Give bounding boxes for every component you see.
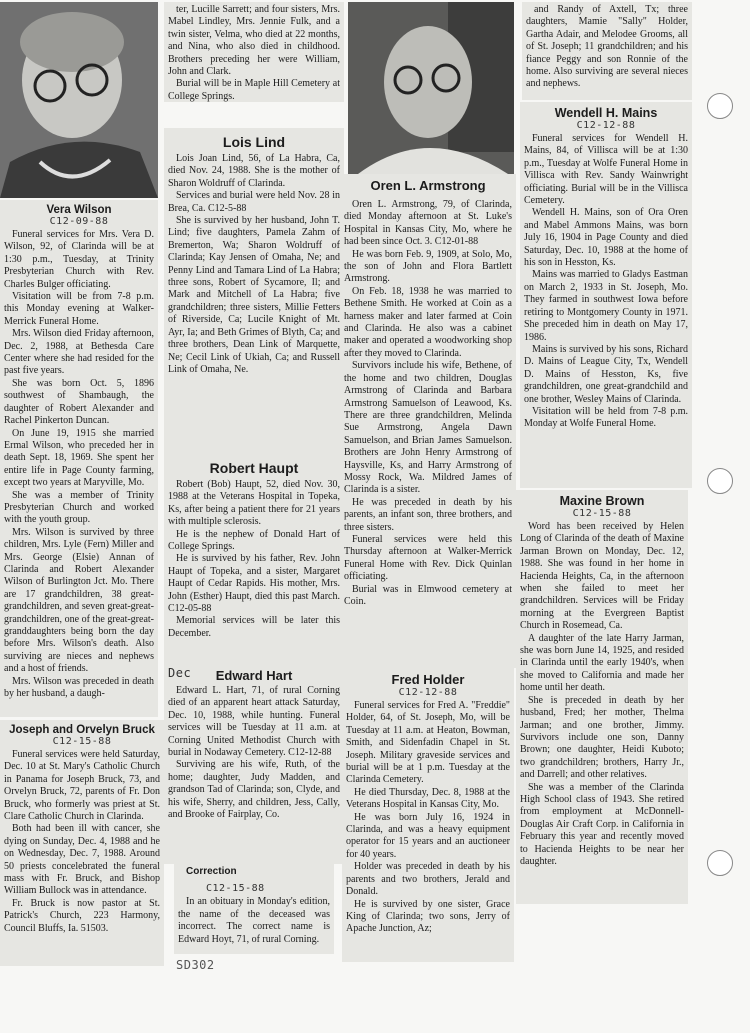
handwritten-date: C12-15-88 bbox=[572, 508, 632, 519]
handwritten-date: C12-12-88 bbox=[576, 120, 636, 131]
obituary-paragraph: On June 19, 1915 she married Ermal Wilson, who preceded her in death Sept. 18, 1969. She spent her entire life in Page County farming, except two years at Maryville, Mo. bbox=[4, 427, 154, 489]
obituary-paragraph: In an obituary in Monday's edition, the name of the deceased was incorrect. The correct name is Edward Hoyt, 71, of rural Corning. bbox=[178, 896, 330, 945]
obituary-paragraph: He is survived by one sister, Grace King of Clarinda; two sons, Jerry of Apache Junction, Az; bbox=[346, 898, 510, 935]
portrait-woman-icon bbox=[0, 2, 158, 198]
obituary-paragraph: Burial was in Elmwood cemetery at Coin. bbox=[344, 583, 512, 607]
obituary-paragraph: He is the nephew of Donald Hart of College Springs. bbox=[168, 528, 340, 553]
obituary-wendell-mains bbox=[520, 102, 692, 488]
obituary-paragraph: Funeral services for Wendell H. Mains, 84, of Villisca will be at 1:30 p.m., Tuesday at Wolfe Funeral Home in Villisca with Rev. Sandy Wainwright officiating. Burial will be in the Villisca Cemetery. bbox=[524, 133, 688, 207]
obituary-edward-hart bbox=[164, 664, 344, 864]
obituary-paragraph: Fr. Bruck is now pastor at St. Patrick's Church, 223 Harmony, Council Bluffs, Ia. 51503. bbox=[4, 897, 160, 934]
obituary-continuation bbox=[164, 2, 344, 102]
obituary-paragraph: Surviving are his wife, Ruth, of the home; daughter, Judy Madden, and grandson Tad of Clarinda; son, Clyde, and his wife, Sherry, and children, Jess, Cally, and Brooke of Fairplay, Co. bbox=[168, 759, 340, 821]
handwritten-date: C12-09-88 bbox=[49, 216, 109, 227]
obituary-paragraph: He was preceded in death by his parents, an infant son, three brothers, and three sisters. bbox=[344, 496, 512, 533]
obituary-paragraph: Mains was married to Gladys Eastman on March 2, 1933 in St. Joseph, Mo. They farmed in southwest Iowa before retiring to Montgomery County in 1971. She preceded him in death on May 17, 1986. bbox=[524, 269, 688, 343]
obituary-name: Wendell H. Mains bbox=[554, 106, 658, 120]
oren-armstrong-photo bbox=[348, 2, 514, 174]
obituary-paragraph: Survivors include his wife, Bethene, of the home and two children, Douglas Armstrong of Clarinda and Barbara Armstrong Samuelson of Leawood, Ks. There are three grandchildren, Melinda Sue Armstrong, Angela Dawn Samuelson, and Brian James Samuelson. Brothers are John Henry Armstrong of Haysville, Ks, and Harry Armstrong of Mossy Rock, Wa. Mildred James of Clarinda is a sister. bbox=[344, 360, 512, 496]
obituary-paragraph: Robert (Bob) Haupt, 52, died Nov. 30, 1988 at the Veterans Hospital in Topeka, Ks, after being a patient there for 21 years with multiple sclerosis. bbox=[168, 479, 340, 528]
obituary-paragraph: and Randy of Axtell, Tx; three daughters, Mamie "Sally" Holder, Gartha Adair, and Melodee Grooms, all of St. Joseph; 11 grandchildren; and his fiance Peggy and son Ronnie of the home. Also surviving are several nieces and nephews. bbox=[526, 4, 688, 90]
obituary-paragraph: On Feb. 18, 1938 he was married to Bethene Smith. He worked at Coin as a harness maker and later farmed at Coin and Clarinda. He also was a cabinet maker and operated a woodworking shop after they moved to Clarinda. bbox=[344, 285, 512, 359]
obituary-paragraph: Both had been ill with cancer, she dying on Sunday, Dec. 4, 1988 and he on Wednesday, Dec. 7, 1988. Around 50 priests concelebrated the funeral mass with Fr. Bruck, and Bishop William Bullock was in attendance. bbox=[4, 823, 160, 897]
obituary-paragraph: Mrs. Wilson is survived by three children, Mrs. Lyle (Fern) Miller and Mrs. George (Elsie) Annan of Clarinda and Robert Alexander Wilson of Burlington Jct. Mo. There are 17 grandchildren, 38 great-grandchildren, and seven great-great-grandchildren, one of the great-great-granddaughters being born the day before Mrs. Wilson's death. Also surviving are nieces and nephews and a host of friends. bbox=[4, 526, 154, 675]
obituary-paragraph: Funeral services for Mrs. Vera D. Wilson, 92, of Clarinda will be at 1:30 p.m., Tuesday, at Trinity Presbyterian Church with Rev. Charles Bulger officiating. bbox=[4, 229, 154, 290]
obituary-paragraph: Lois Joan Lind, 56, of La Habra, Ca, died Nov. 24, 1988. She is the mother of Sharon Woldruff of Clarinda. bbox=[168, 153, 340, 189]
obituary-name: Fred Holder bbox=[391, 672, 465, 687]
obituary-paragraph: He was born July 16, 1924 in Clarinda, and was a heavy equipment operator for 15 years and an auctioneer for 40 years. bbox=[346, 811, 510, 860]
handwritten-note: Dec bbox=[168, 666, 192, 680]
obituary-paragraph: She was a member of Trinity Presbyterian Church and worked with the youth group. bbox=[4, 489, 154, 526]
obituary-paragraph: She was a member of the Clarinda High School class of 1943. She retired from employment at McDonnell-Douglas Air Craft Corp. in California in February this year and recently moved to Hacienda Heights to be near her daughter. bbox=[520, 781, 684, 867]
obituary-maxine-brown bbox=[516, 490, 688, 904]
obituary-paragraph: Services and burial were held Nov. 28 in Brea, Ca. C12-5-88 bbox=[168, 190, 340, 214]
obituary-paragraph: A daughter of the late Harry Jarman, she was born June 14, 1925, and resided in Clarinda until the early 1940's, when she moved to California and made her home until her death. bbox=[520, 632, 684, 694]
obituary-name: Vera Wilson bbox=[46, 204, 112, 216]
vera-wilson-photo bbox=[0, 2, 158, 198]
obituary-fred-holder bbox=[342, 668, 514, 962]
obituary-paragraph: Funeral services were held this Thursday afternoon at Walker-Merrick Funeral Home with Rev. Dick Quinlan officiating. bbox=[344, 533, 512, 583]
obituary-paragraph: Word has been received by Helen Long of Clarinda of the death of Maxine Jarman Brown on Monday, Dec. 12, 1988. She was found in her home in Hacienda Heights, Ca, in the afternoon when she failed to meet her grandchildren. Services will be Friday morning at the Evergreen Baptist Church in Rosemead, Ca. bbox=[520, 521, 684, 632]
obituary-name: Oren L. Armstrong bbox=[370, 178, 486, 193]
obituary-name: Edward Hart bbox=[215, 668, 293, 683]
obituary-paragraph: Mains is survived by his sons, Richard D. Mains of League City, Tx, Wendell D. Mains of Hesston, Ks, five grandchildren, one great-grandchild and one brother, Wesley Mains of Clarinda. bbox=[524, 343, 688, 405]
binder-hole bbox=[707, 850, 733, 876]
obituary-oren-armstrong bbox=[340, 174, 516, 668]
obituary-holder-continuation bbox=[522, 2, 692, 100]
obituary-paragraph: Visitation will be from 7-8 p.m. this Monday evening at Walker-Merrick Funeral Home. bbox=[4, 291, 154, 327]
obituary-paragraph: Oren L. Armstrong, 79, of Clarinda, died Monday afternoon at St. Luke's Hospital in Kansas City, Mo, where he had been since Oct. 3. C12-01-88 bbox=[344, 199, 512, 248]
obituary-paragraph: Mrs. Wilson died Friday afternoon, Dec. 2, 1988, at Bethesda Care Center where she had resided for the past five years. bbox=[4, 328, 154, 377]
correction-notice bbox=[174, 864, 334, 954]
obituary-paragraph: He is survived by his father, Rev. John Haupt of Topeka, and a sister, Margaret Haupt of Cedar Rapids. His mother, Mrs. John (Esther) Haupt, died this past March. C12-05-88 bbox=[168, 553, 340, 615]
obituary-paragraph: Wendell H. Mains, son of Ora Oren and Mabel Ammons Mains, was born July 16, 1904 in Page County and died Saturday, Dec. 10, 1988 at the home of his son in Hesston, Ks. bbox=[524, 207, 688, 269]
portrait-man-icon bbox=[348, 2, 514, 174]
binder-hole bbox=[707, 468, 733, 494]
obituary-bruck bbox=[0, 720, 164, 966]
obituary-paragraph: Edward L. Hart, 71, of rural Corning died of an apparent heart attack Saturday, Dec. 10, 1988, while hunting. Funeral services will be Tuesday at 11 a.m. at Corning United Methodist Church with burial in Nodaway Cemetery. C12-12-88 bbox=[168, 685, 340, 759]
obituary-paragraph: He died Thursday, Dec. 8, 1988 at the Veterans Hospital in Kansas City, Mo. bbox=[346, 786, 510, 811]
handwritten-date: C12-15-88 bbox=[52, 736, 112, 747]
obituary-paragraph: Holder was preceded in death by his parents and two brothers, Jerald and Donald. bbox=[346, 861, 510, 898]
obituary-paragraph: He was born Feb. 9, 1909, at Solo, Mo, the son of John and Flora Bartlett Armstrong. bbox=[344, 248, 512, 285]
obituary-paragraph: She was born Oct. 5, 1896 southwest of Shambaugh, the daughter of Robert Alexander and Rachel Pinkerton Duncan. bbox=[4, 377, 154, 427]
obituary-paragraph: Memorial services will be later this December. bbox=[168, 615, 340, 639]
obituary-name: Lois Lind bbox=[222, 134, 286, 150]
obituary-paragraph: She is survived by her husband, John T. Lind; five daughters, Pamela Zahm of Bremerton, Wa; Sharon Woldruff of Clarinda; Kay Jensen of Omaha, Ne; and Penny Lind and Tamara Lind of La Habra; three sons, Robert of Sycamore, Il; and Mark and Mitchell of La Habra; five grandchildren; three sisters, Millie Fetters of Riverside, Ca; Lucile Knight of Mt. Ayr, Ia; and Beth Grimes of Blyth, Ca; and three brothers, Dean Link of Marquette, Ne; Cecil Link of Ukiah, Ca; and Russell Link of Omaha, Ne. bbox=[168, 215, 340, 375]
page-code: SD302 bbox=[176, 958, 215, 972]
obituary-paragraph: She is preceded in death by her husband, Fred; her mother, Thelma Jarman; and one brother, Jimmy. Survivors include one son, Danny Brown; one daughter, Heidi Kuboto; two grandchildren; brothers, Harry Jr., and Darrell; and other relatives. bbox=[520, 694, 684, 781]
handwritten-date: C12-12-88 bbox=[398, 687, 458, 698]
handwritten-date: C12-15-88 bbox=[206, 883, 265, 895]
obituary-name: Joseph and Orvelyn Bruck bbox=[9, 724, 155, 736]
obituary-robert-haupt bbox=[164, 454, 344, 666]
obituary-paragraph: Visitation will be held from 7-8 p.m. Monday at Wolfe Funeral Home. bbox=[524, 405, 688, 430]
obituary-paragraph: Funeral services were held Saturday, Dec. 10 at St. Mary's Catholic Church in Panama for Joseph Bruck, 73, and Orvelyn Bruck, 72, parents of Fr. Don Bruck, who formerly was priest at St. Clare Catholic Church in Clarinda. bbox=[4, 749, 160, 823]
correction-title: Correction bbox=[186, 866, 237, 877]
obituary-name: Robert Haupt bbox=[209, 460, 299, 476]
obituary-paragraph: ter, Lucille Sarrett; and four sisters, Mrs. Mabel Lindley, Mrs. Jennie Fulk, and a twin sister, Velma, who died at 22 months, and Nina, who also died in childhood. Brothers preceding her were William, John and Clark. bbox=[168, 4, 340, 78]
obituary-lois-lind bbox=[164, 128, 344, 458]
binder-hole bbox=[707, 93, 733, 119]
obituary-name: Maxine Brown bbox=[559, 494, 645, 508]
obituary-paragraph: Mrs. Wilson was preceded in death by her husband, a daugh- bbox=[4, 675, 154, 700]
obituary-vera-wilson bbox=[0, 200, 158, 717]
obituary-paragraph: Burial will be in Maple Hill Cemetery at College Springs. bbox=[168, 78, 340, 102]
obituary-paragraph: Funeral services for Fred A. "Freddie" Holder, 64, of St. Joseph, Mo, will be Tuesday at 11 a.m. at Heaton, Bowman, Smith, and Sidenfadin Chapel in St. Joseph. Military graveside services and burial will be at 1 p.m. Tuesday at the Clarinda Cemetery. bbox=[346, 700, 510, 786]
